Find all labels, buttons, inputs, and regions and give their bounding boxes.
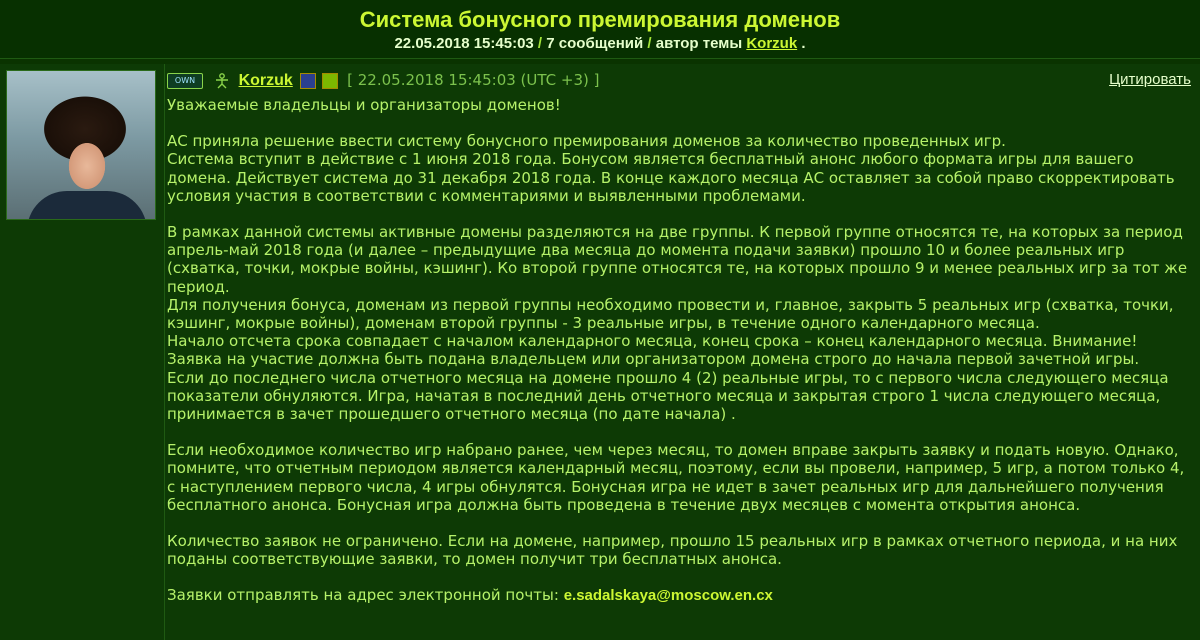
own-badge: OWN — [167, 73, 203, 89]
topic-meta — [0, 34, 1200, 54]
post-paragraph: Если необходимое количество игр набрано ранее, чем через месяц, то домен вправе закрыть заявку и подать новую. Однако, помните, что отчетным периодом является календарный месяц, поэтому, если вы провели, например, 5 игр, а потом только 4, с наступлением первого числа, 4 игры обнулятся. Бонусная игра не идет в зачет реальных игр для дальнейшего получения бесплатного анонса. Бонусная игра должна быть проведена в течение двух месяцев с момента открытия анонса. — [167, 441, 1185, 514]
separator: / — [643, 35, 656, 52]
topic-author-link[interactable]: Korzuk — [746, 35, 798, 52]
post-body — [164, 64, 1200, 640]
separator: / — [533, 35, 547, 52]
topic-title: Система бонусного премирования доменов — [359, 7, 841, 32]
post-author-link[interactable]: Korzuk — [238, 72, 293, 89]
avatar[interactable] — [6, 70, 156, 220]
topic-date: 22.05.2018 15:45:03 — [394, 35, 534, 52]
rank-a-icon — [322, 73, 338, 89]
post-paragraph: Количество заявок не ограничено. Если на домене, например, прошло 15 реальных игр в рамках отчетного периода, и на них поданы соответствующие заявки, то домен получит три бесплатных анонса. — [167, 532, 1178, 569]
trailing-dot: . — [797, 35, 806, 52]
post-paragraph: АС приняла решение ввести систему бонусного премирования доменов за количество проведенных игр. Система вступит в действие с 1 июня 2018 года. Бонусом является бесплатный анонс любого формата игры для вашего домена. Действует система до 31 декабря 2018 года. В конце каждого месяца АС оставляет за собой право скорректировать условия участия в соответствии с комментариями и выявленными проблемами. — [167, 132, 1175, 205]
author-prefix: автор темы — [655, 35, 747, 52]
topic-header — [0, 0, 1200, 59]
post-paragraph: В рамках данной системы активные домены разделяются на две группы. К первой группе относятся те, на которых за период апрель-май 2018 года (и далее – предыдущие два месяца до момента подачи заявки) прошло 10 и более реальных игр (схватка, точки, мокрые войны, кэшинг). Ко второй группе относятся те, на которых прошло 9 и менее реальных игр за тот же период. Для получения бонуса, доменам из первой группы необходимо провести и, главное, закрыть 5 реальных игр (схватка, точки, кэшинг, мокрые войны), доменам второй группы - 3 реальные игры, в течение одного календарного месяца. Начало отсчета срока совпадает с началом календарного месяца, конец срока – конец календарного месяца. Внимание! Заявка на участие должна быть подана владельцем или организатором домена строго до начала первой зачетной игры. Если до последнего числа отчетного месяца на домене прошло 4 (2) реальные игры, то с первого числа следующего месяца показатели обнуляются. Игра, начатая в последний день отчетного месяца и закрытая строго 1 числа следующего месяца, принимается в зачет прошедшего отчетного месяца (по дате начала) . — [167, 223, 1188, 424]
user-icon — [214, 73, 230, 89]
avatar-collar — [27, 191, 147, 220]
post-paragraph: Уважаемые владельцы и организаторы доменов! — [167, 96, 561, 114]
email-address[interactable]: e.sadalskaya@moscow.en.cx — [563, 587, 773, 605]
email-prefix: Заявки отправлять на адрес электронной почты: — [167, 586, 564, 605]
message-count: 7 сообщений — [546, 35, 644, 52]
post-text — [167, 96, 1197, 606]
email-line — [167, 586, 1197, 605]
post-timestamp: [ 22.05.2018 15:45:03 (UTC +3) ] — [347, 71, 600, 89]
quote-link[interactable]: Цитировать — [1109, 71, 1191, 88]
post-header — [165, 68, 1197, 92]
forum-post — [0, 64, 1200, 640]
rank-n-icon — [300, 73, 316, 89]
